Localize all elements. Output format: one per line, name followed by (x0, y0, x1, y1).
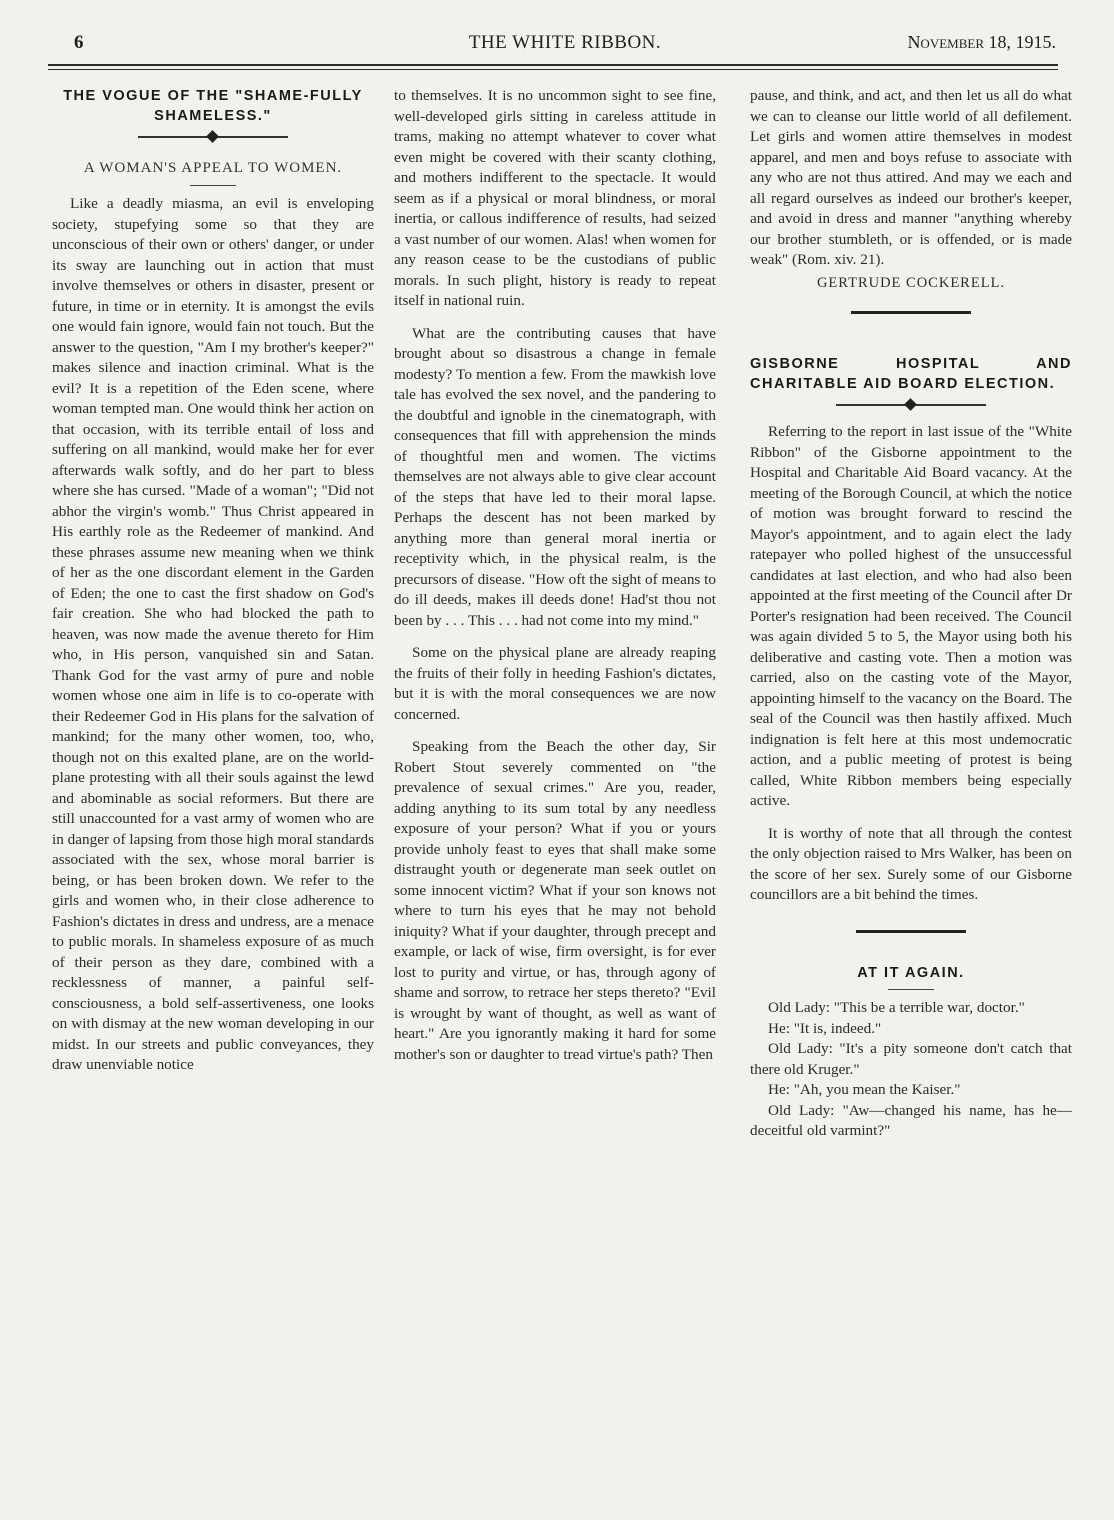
article-gisborne-paragraph-1: Referring to the report in last issue of the "White Ribbon" of the Gisborne appointment to the Hospital and Charitable Aid Board vacancy. At the meeting of the Borough Council, at which the notice of motion was brought forward to rescind the Mayor's appointment, and to again elect the lady ratepayer who polled highest of the unsuccessful candidates at last election, and who had also been appointed at the first meeting of the Council after Dr Porter's resignation had been received. The Council was again divided 5 to 5, the Mayor using both his deliberative and casting vote. Then a motion was carried, also on the casting vote of the Mayor, appointing himself to the vacancy on the Board. The seal of the Council was then hastily affixed. Much indignation is felt here at this most undemocratic action, and a public meeting of protest is being called, White Ribbon members being especially active. (750, 423, 1072, 809)
article-vogue-signature: GERTRUDE COCKERELL. (816, 274, 1006, 291)
dialog-line: Old Lady: "This be a terrible war, doctor." (768, 999, 1025, 1016)
article-vogue-paragraph-1-cont: to themselves. It is no uncommon sight to see fine, well-developed girls sitting in careless attitude in trams, making no attempt whatever to cover what even might be covered with their scanty clothing, and mothers indifferent to the spectacle. It would seem as if a physical or moral blindness, or moral inertia, or callous indifference of results, had seized a vast number of our women. Alas! when women for any reason cease to be the custodians of public morals. In such plight, history is ready to repeat itself in national ruin. (394, 87, 716, 309)
newspaper-title: THE WHITE RIBBON. (468, 32, 662, 53)
header-rule-thin (48, 69, 1058, 70)
dialog-block (750, 998, 1072, 1142)
page-number: 6 (74, 32, 84, 53)
column-3 (750, 86, 1072, 1142)
issue-date: November 18, 1915. (907, 32, 1056, 52)
page-header (70, 30, 1060, 60)
article-vogue-subheading: A WOMAN'S APPEAL TO WOMEN. (83, 160, 343, 176)
short-divider (190, 185, 236, 187)
dialog-line: Old Lady: "Aw—changed his name, has he—deceitful old varmint?" (750, 1101, 1072, 1139)
ornament-divider (138, 130, 288, 144)
article-again-heading: AT IT AGAIN. (857, 964, 965, 981)
section-separator (851, 311, 971, 314)
article-vogue-paragraph-1: Like a deadly miasma, an evil is enveloping society, stupefying some so that they are unconscious of their own or others' danger, or under its sway are launching out in action that must involve themselves or others in disaster, present or future, in time or in eternity. It is amongst the evils one would fain ignore, would fain not touch. But the answer to the question, "Am I my brother's keeper?" makes silence and inaction criminal. What is the evil? It is a repetition of the Eden scene, where woman tempted man. One would think her action on that occasion, with its terrible entail of loss and suffering on all mankind, would make her for ever afterwards walk softly, and do her part to bless where she has cursed. "Made of a woman"; "Did not abhor the virgin's womb." Thus Christ appeared in His earthly role as the Redeemer of mankind. And these phrases assume new meaning when we think of her as the one discordant element in the Garden of Eden; the one to cast the first shadow on God's fair creation. She who had blocked the path to heaven, was now made the avenue thereto for Him who, in His person, vanquished sin and Satan. Thank God for the vast army of pure and noble women whose one aim in life is to co-operate with their Redeemer God in His plans for the salvation of mankind; for the many other women, too, who, though not on this exalted plane, are on the world-plane protesting with all their souls against the lewd and abominable as social reformers. But there are still unaccounted for a vast army of women who are in danger of lapsing from those high moral standards associated with the sex, whose moral barrier is being, or has been broken down. We refer to the girls and women who, in their close adherence to Fashion's dictates in dress and undress, are a menace to public morals. In shameless exposure of as much of their person as they dare, combined with a recklessness of manner, a painful self-consciousness, a bold self-assertiveness, one looks on with dismay at the new woman developing in our midst. In our streets and public conveyances, they draw unenviable notice (52, 195, 374, 1073)
article-vogue-paragraph-4: Speaking from the Beach the other day, Sir Robert Stout severely commented on "the prevalence of sexual crimes." Are you, reader, adding anything to its sum total by any needless exposure of your person? What if you or yours provide unholy feast to eyes that shall make some distraught youth or degenerate man seek outlet on some innocent victim? What if your son knows not where to turn his eyes that he may not behold iniquity? What if your daughter, through precept and example, or lack of wise, firm oversight, is for ever lost to purity and virtue, or has, through agony of shame and sorrow, to retrace her steps thereto? "Evil is wrought by want of thought, as well as want of heart." Are you ignorantly making it hard for some mother's son or daughter to tread virtue's path? Then (394, 738, 716, 1063)
ornament-divider (836, 398, 986, 412)
dialog-line: He: "Ah, you mean the Kaiser." (768, 1081, 961, 1098)
section-separator (856, 930, 966, 933)
article-vogue-paragraph-4-cont: pause, and think, and act, and then let us all do what we can to cleanse our little world of all defilement. Let girls and women attire themselves in modest apparel, and men and boys refuse to associate with any who are not thus attired. And may we each and all regard ourselves as indeed our brother's keeper, and avoid in dress and manner "anything whereby our brother stumbleth, or is offended, or is made weak" (Rom. xiv. 21). (750, 87, 1072, 268)
article-gisborne-heading: GISBORNE HOSPITAL AND CHARITABLE AID BOARD ELECTION. (750, 356, 1072, 392)
article-gisborne-paragraph-2: It is worthy of note that all through the contest the only objection raised to Mrs Walker, has been on the score of her sex. Surely some of our Gisborne councillors are a bit behind the times. (750, 824, 1072, 903)
dialog-line: He: "It is, indeed." (768, 1019, 882, 1037)
article-vogue-heading: THE VOGUE OF THE "SHAME-FULLY SHAMELESS." (63, 88, 363, 124)
header-rule (48, 64, 1058, 66)
short-divider (888, 989, 934, 991)
article-vogue-paragraph-3: Some on the physical plane are already reaping the fruits of their folly in heeding Fashion's dictates, but it is with the moral consequences we are now concerned. (394, 644, 716, 723)
article-vogue-paragraph-2: What are the contributing causes that have brought about so disastrous a change in female modesty? To mention a few. From the mawkish love tale has evolved the sex novel, and the pandering to the doubtful and ignoble in the cinematograph, with consequences that fill with apprehension the minds of thoughtful men and women. The victims themselves are not always able to give clear account of the steps that have led to their moral lapse. Perhaps the descent has not been marked by anything more than general moral inertia or receptivity which, in the physical realm, is the precursors of disease. "How oft the sight of means to do ill deeds, makes ill deeds done! Had'st thou not been by . . . This . . . had not come into my mind." (394, 324, 716, 629)
column-2 (394, 86, 716, 1065)
dialog-line: Old Lady: "It's a pity someone don't catch that there old Kruger." (750, 1040, 1072, 1078)
column-1 (52, 86, 374, 1076)
